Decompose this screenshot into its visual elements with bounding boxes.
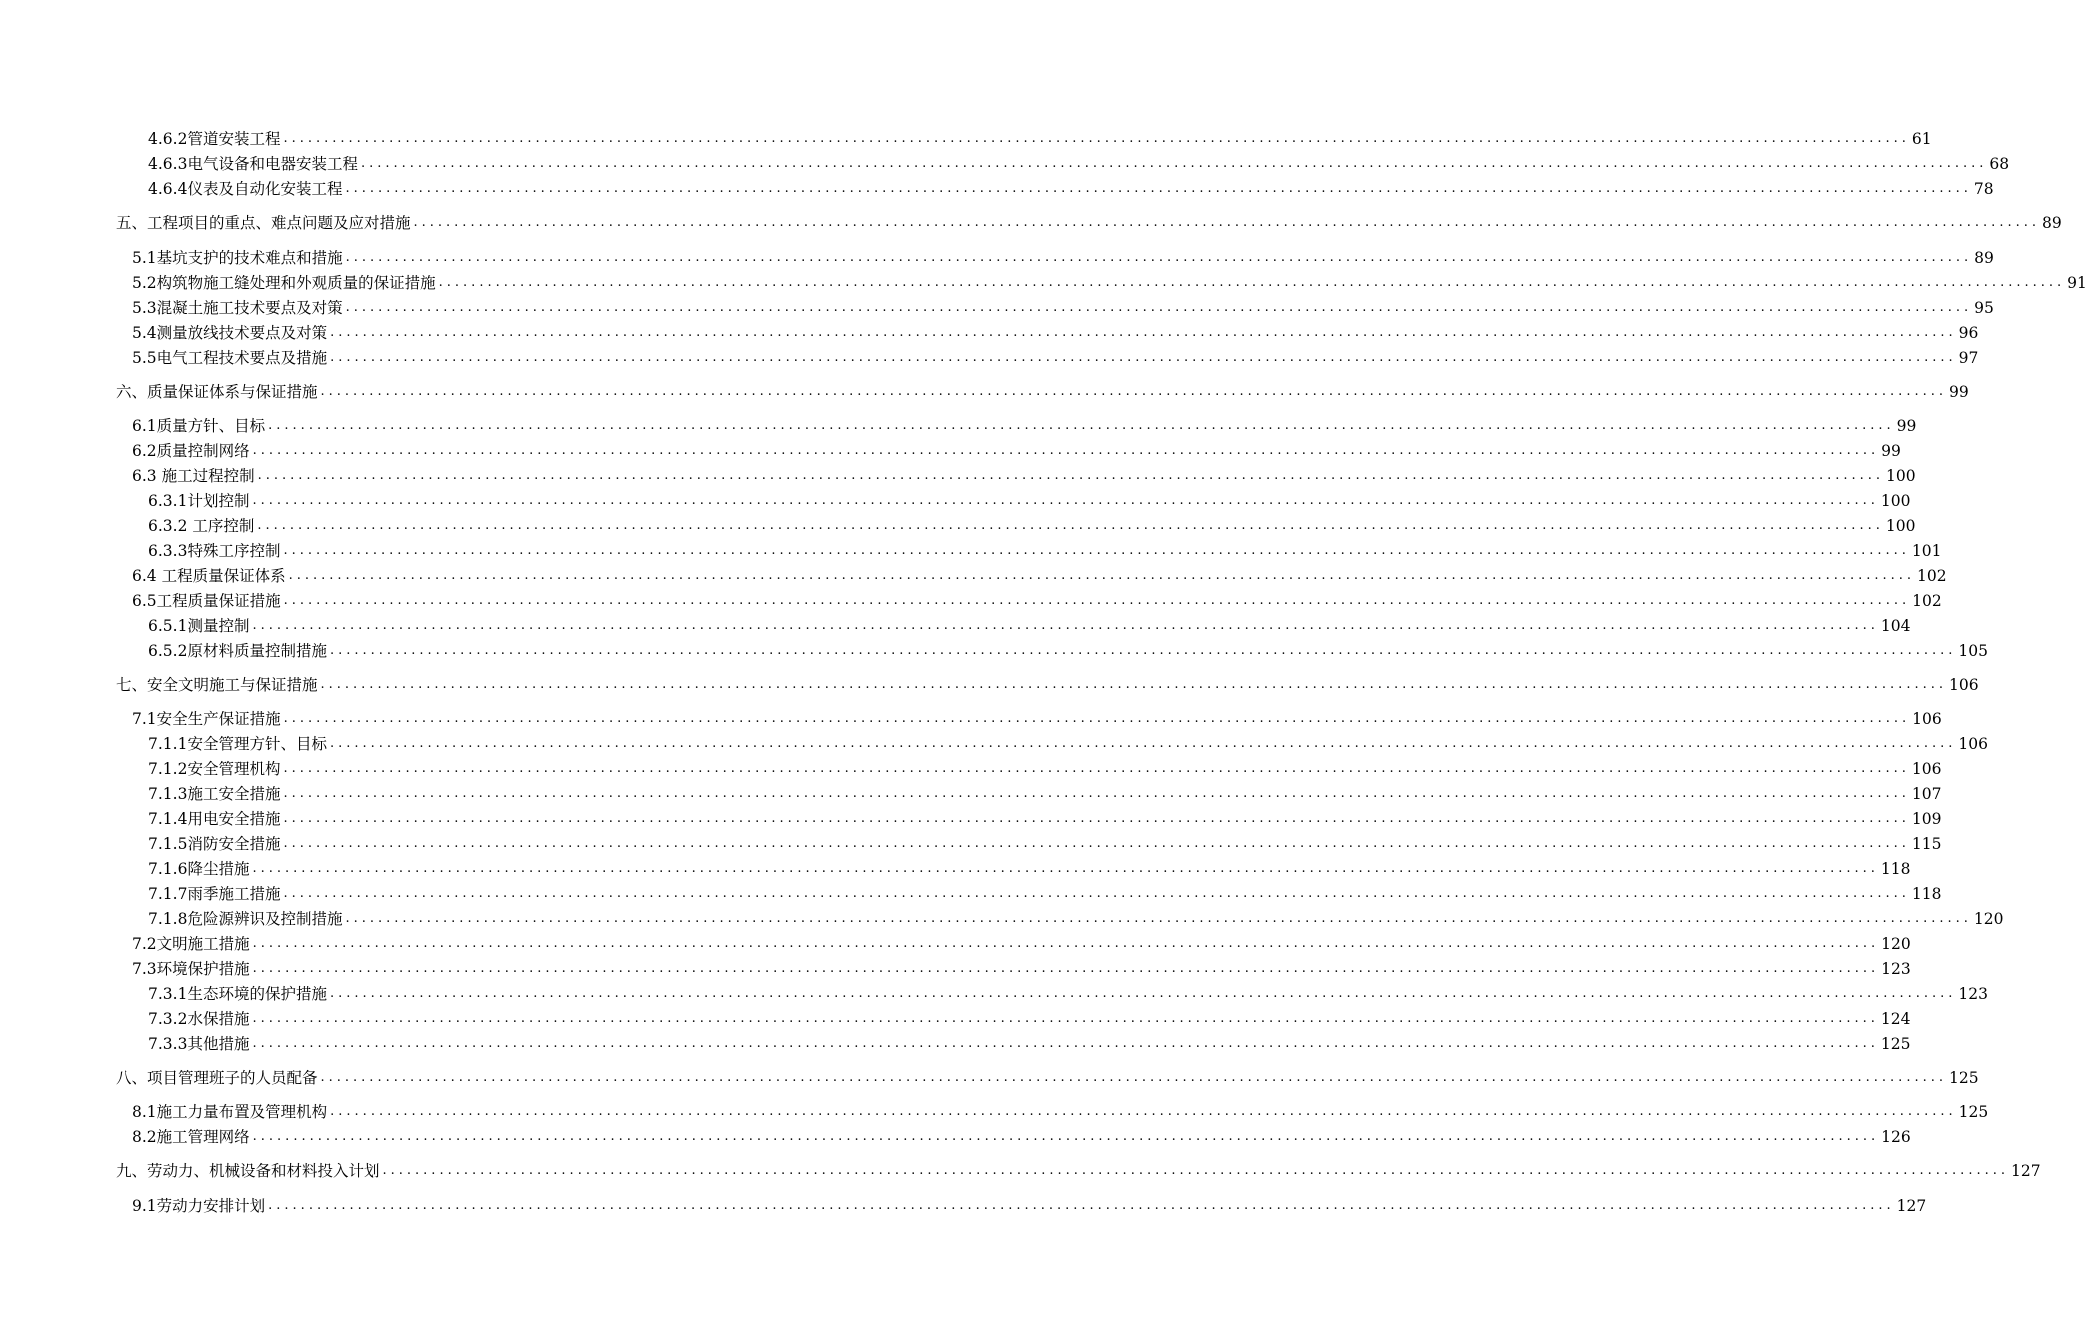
dot-leader: ........................................................................................................................................................................................................ <box>252 493 1879 508</box>
toc-entry[interactable] <box>132 706 1942 728</box>
dot-leader: ........................................................................................................................................................................................................ <box>345 250 1973 265</box>
toc-entry-title: 7.1安全生产保证措施 <box>132 710 281 728</box>
dot-leader: ........................................................................................................................................................................................................ <box>283 761 1910 776</box>
toc-entry-title: 6.5.2原材料质量控制措施 <box>148 642 327 660</box>
toc-entry-title: 7.1.5消防安全措施 <box>148 835 281 853</box>
toc-entry[interactable] <box>132 1193 1927 1215</box>
toc-entry[interactable] <box>116 1158 2041 1180</box>
toc-entry-title: 7.1.2安全管理机构 <box>148 760 281 778</box>
toc-entry[interactable] <box>148 1006 1911 1028</box>
toc-entry-page: 127 <box>1896 1197 1927 1215</box>
toc-entry-title: 6.5工程质量保证措施 <box>132 592 281 610</box>
toc-entry-page: 126 <box>1881 1128 1911 1146</box>
toc-entry[interactable] <box>132 563 1947 585</box>
toc-entry[interactable] <box>148 806 1942 828</box>
toc-entry-page: 124 <box>1880 1010 1911 1028</box>
toc-entry-page: 100 <box>1886 467 1916 485</box>
toc-entry[interactable] <box>148 756 1942 778</box>
dot-leader: ........................................................................................................................................................................................................ <box>330 325 1957 340</box>
toc-entry-title: 7.3.2水保措施 <box>148 1010 250 1028</box>
toc-entry[interactable] <box>132 345 1979 367</box>
toc-entry[interactable] <box>148 638 1989 660</box>
toc-entry-title: 7.2文明施工措施 <box>132 935 250 953</box>
toc-entry[interactable] <box>132 463 1916 485</box>
toc-entry-page: 125 <box>1948 1069 1979 1087</box>
toc-entry-page: 105 <box>1958 642 1989 660</box>
toc-entry-page: 68 <box>1989 155 2010 173</box>
toc-entry-title: 6.3 施工过程控制 <box>132 467 255 485</box>
toc-entry-page: 102 <box>1912 592 1942 610</box>
dot-leader: ........................................................................................................................................................................................................ <box>252 618 1879 633</box>
toc-entry[interactable] <box>132 588 1942 610</box>
toc-entry-page: 115 <box>1911 835 1942 853</box>
toc-entry[interactable] <box>132 320 1979 342</box>
toc-entry[interactable] <box>132 438 1901 460</box>
dot-leader: ........................................................................................................................................................................................................ <box>438 275 2066 290</box>
dot-leader: ........................................................................................................................................................................................................ <box>382 1163 2009 1178</box>
toc-entry[interactable] <box>148 176 1994 198</box>
toc-entry-title: 8.1施工力量布置及管理机构 <box>132 1103 328 1121</box>
toc-entry-page: 106 <box>1958 735 1989 753</box>
toc-entry-title: 八、项目管理班子的人员配备 <box>116 1069 318 1087</box>
dot-leader: ........................................................................................................................................................................................................ <box>252 1011 1879 1026</box>
toc-entry-title: 7.3.3其他措施 <box>148 1035 250 1053</box>
toc-entry[interactable] <box>148 906 2004 928</box>
toc-entry-title: 七、安全文明施工与保证措施 <box>116 676 318 694</box>
toc-entry[interactable] <box>148 538 1942 560</box>
toc-entry[interactable] <box>116 379 1969 401</box>
toc-entry-title: 6.5.1测量控制 <box>148 617 250 635</box>
toc-entry-title: 7.1.4用电安全措施 <box>148 810 281 828</box>
toc-entry-page: 123 <box>1881 960 1911 978</box>
toc-entry-page: 91 <box>2067 274 2087 292</box>
toc-entry-page: 100 <box>1880 492 1911 510</box>
toc-entry-page: 101 <box>1911 542 1942 560</box>
toc-entry-title: 4.6.2管道安装工程 <box>148 130 281 148</box>
toc-entry-title: 6.2质量控制网络 <box>132 442 250 460</box>
toc-entry-page: 107 <box>1911 785 1942 803</box>
toc-entry[interactable] <box>148 881 1942 903</box>
dot-leader: ........................................................................................................................................................................................................ <box>320 384 1947 399</box>
dot-leader: ........................................................................................................................................................................................................ <box>283 811 1910 826</box>
dot-leader: ........................................................................................................................................................................................................ <box>345 181 1972 196</box>
toc-entry[interactable] <box>116 1065 1979 1087</box>
toc-entry[interactable] <box>132 413 1917 435</box>
dot-leader: ........................................................................................................................................................................................................ <box>252 961 1880 976</box>
toc-entry-page: 78 <box>1973 180 1994 198</box>
toc-entry-page: 109 <box>1911 810 1942 828</box>
toc-entry-title: 6.1质量方针、目标 <box>132 417 266 435</box>
dot-leader: ........................................................................................................................................................................................................ <box>283 886 1910 901</box>
dot-leader: ........................................................................................................................................................................................................ <box>345 911 1972 926</box>
toc-entry-title: 4.6.4仪表及自动化安装工程 <box>148 180 343 198</box>
toc-entry-title: 5.3混凝土施工技术要点及对策 <box>132 299 343 317</box>
toc-entry-title: 5.1基坑支护的技术难点和措施 <box>132 249 343 267</box>
toc-entry[interactable] <box>132 1124 1911 1146</box>
dot-leader: ........................................................................................................................................................................................................ <box>283 711 1911 726</box>
dot-leader: ........................................................................................................................................................................................................ <box>283 543 1910 558</box>
toc-entry-page: 99 <box>1948 383 1969 401</box>
toc-entry-title: 7.1.3施工安全措施 <box>148 785 281 803</box>
toc-entry-page: 127 <box>2010 1162 2041 1180</box>
toc-entry[interactable] <box>132 956 1911 978</box>
dot-leader: ........................................................................................................................................................................................................ <box>330 350 1957 365</box>
dot-leader: ........................................................................................................................................................................................................ <box>413 215 2040 230</box>
toc-entry[interactable] <box>148 781 1942 803</box>
dot-leader: ........................................................................................................................................................................................................ <box>329 736 1957 751</box>
toc-entry-page: 106 <box>1912 710 1942 728</box>
toc-entry[interactable] <box>148 151 2010 173</box>
toc-entry-title: 9.1劳动力安排计划 <box>132 1197 266 1215</box>
toc-entry[interactable] <box>148 731 1989 753</box>
toc-entry[interactable] <box>148 613 1911 635</box>
toc-entry[interactable] <box>148 488 1911 510</box>
toc-entry-page: 106 <box>1948 676 1979 694</box>
dot-leader: ........................................................................................................................................................................................................ <box>257 468 1885 483</box>
toc-entry-page: 102 <box>1917 567 1947 585</box>
toc-entry[interactable] <box>132 295 1994 317</box>
dot-leader: ........................................................................................................................................................................................................ <box>345 300 1973 315</box>
toc-entry-page: 95 <box>1974 299 1994 317</box>
toc-entry-title: 九、劳动力、机械设备和材料投入计划 <box>116 1162 380 1180</box>
dot-leader: ........................................................................................................................................................................................................ <box>329 986 1957 1001</box>
toc-entry-page: 120 <box>1973 910 2004 928</box>
toc-entry-page: 89 <box>1974 249 1994 267</box>
toc-entry-title: 7.1.8危险源辨识及控制措施 <box>148 910 343 928</box>
toc-entry-page: 106 <box>1911 760 1942 778</box>
toc-entry-page: 118 <box>1880 860 1911 878</box>
toc-entry-page: 61 <box>1911 130 1932 148</box>
toc-entry-page: 125 <box>1958 1103 1989 1121</box>
toc-entry-title: 7.3环境保护措施 <box>132 960 250 978</box>
toc-entry-title: 五、工程项目的重点、难点问题及应对措施 <box>116 214 411 232</box>
dot-leader: ........................................................................................................................................................................................................ <box>329 643 1957 658</box>
toc-entry-page: 123 <box>1958 985 1989 1003</box>
dot-leader: ........................................................................................................................................................................................................ <box>268 1198 1895 1213</box>
toc-entry-page: 99 <box>1881 442 1901 460</box>
toc-entry-title: 5.2构筑物施工缝处理和外观质量的保证措施 <box>132 274 436 292</box>
toc-entry[interactable] <box>148 126 1932 148</box>
toc-entry[interactable] <box>148 981 1989 1003</box>
toc-entry[interactable] <box>132 245 1994 267</box>
toc-entry-page: 120 <box>1881 935 1911 953</box>
toc-entry-title: 5.4测量放线技术要点及对策 <box>132 324 328 342</box>
toc-entry[interactable] <box>116 672 1979 694</box>
dot-leader: ........................................................................................................................................................................................................ <box>252 1036 1879 1051</box>
dot-leader: ........................................................................................................................................................................................................ <box>360 156 1988 171</box>
toc-entry-title: 8.2施工管理网络 <box>132 1128 250 1146</box>
toc-entry-title: 六、质量保证体系与保证措施 <box>116 383 318 401</box>
toc-entry[interactable] <box>148 513 1916 535</box>
toc-entry[interactable] <box>132 1099 1989 1121</box>
toc-entry-page: 100 <box>1885 517 1916 535</box>
dot-leader: ........................................................................................................................................................................................................ <box>288 568 1916 583</box>
dot-leader: ........................................................................................................................................................................................................ <box>252 936 1880 951</box>
dot-leader: ........................................................................................................................................................................................................ <box>283 593 1911 608</box>
toc-entry[interactable] <box>132 270 2087 292</box>
toc-entry[interactable] <box>116 210 2062 232</box>
toc-entry-title: 5.5电气工程技术要点及措施 <box>132 349 328 367</box>
dot-leader: ........................................................................................................................................................................................................ <box>330 1104 1957 1119</box>
dot-leader: ........................................................................................................................................................................................................ <box>320 1070 1947 1085</box>
dot-leader: ........................................................................................................................................................................................................ <box>252 861 1879 876</box>
toc-entry-title: 7.1.7雨季施工措施 <box>148 885 281 903</box>
toc-entry-title: 7.1.1安全管理方针、目标 <box>148 735 327 753</box>
toc-entry-page: 97 <box>1958 349 1979 367</box>
dot-leader: ........................................................................................................................................................................................................ <box>257 518 1884 533</box>
dot-leader: ........................................................................................................................................................................................................ <box>252 443 1880 458</box>
toc-entry-title: 4.6.3电气设备和电器安装工程 <box>148 155 358 173</box>
toc-entry-title: 6.3.1计划控制 <box>148 492 250 510</box>
dot-leader: ........................................................................................................................................................................................................ <box>252 1129 1880 1144</box>
toc-entry-title: 6.4 工程质量保证体系 <box>132 567 286 585</box>
dot-leader: ........................................................................................................................................................................................................ <box>283 786 1910 801</box>
toc-entry-title: 6.3.2 工序控制 <box>148 517 255 535</box>
toc-entry-page: 89 <box>2041 214 2062 232</box>
toc-entry-page: 104 <box>1880 617 1911 635</box>
toc-entry-page: 96 <box>1958 324 1979 342</box>
dot-leader: ........................................................................................................................................................................................................ <box>283 836 1910 851</box>
dot-leader: ........................................................................................................................................................................................................ <box>320 677 1947 692</box>
dot-leader: ........................................................................................................................................................................................................ <box>283 131 1910 146</box>
toc-entry[interactable] <box>148 1031 1911 1053</box>
toc-entry[interactable] <box>148 856 1911 878</box>
toc-entry-title: 7.3.1生态环境的保护措施 <box>148 985 327 1003</box>
toc-entry-page: 125 <box>1880 1035 1911 1053</box>
toc-entry-title: 6.3.3特殊工序控制 <box>148 542 281 560</box>
toc-entry[interactable] <box>132 931 1911 953</box>
toc-entry[interactable] <box>148 831 1942 853</box>
dot-leader: ........................................................................................................................................................................................................ <box>268 418 1895 433</box>
toc-entry-page: 99 <box>1896 417 1917 435</box>
toc-entry-title: 7.1.6降尘措施 <box>148 860 250 878</box>
toc-entry-page: 118 <box>1911 885 1942 903</box>
